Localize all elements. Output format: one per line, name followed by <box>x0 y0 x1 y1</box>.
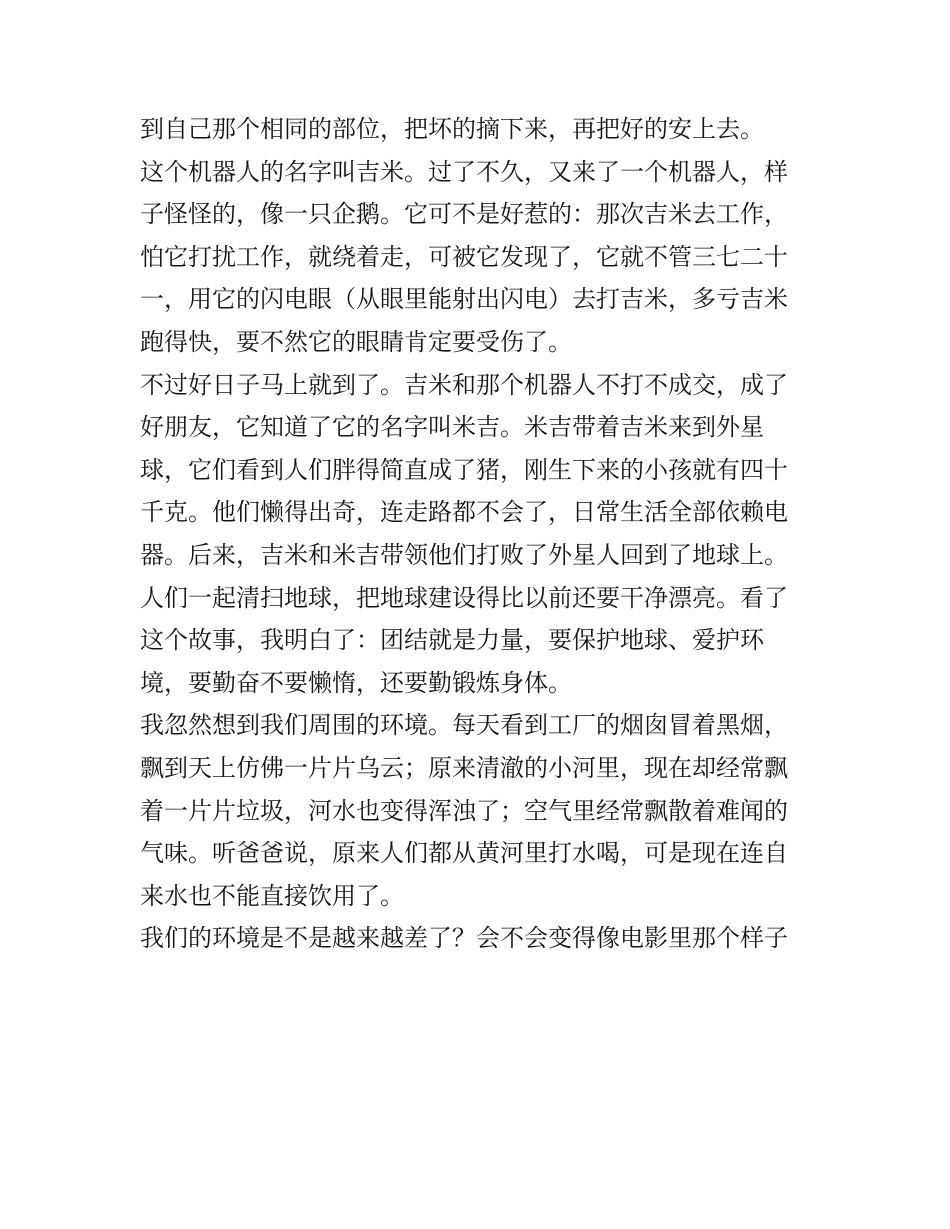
text-line: 这个故事，我明白了：团结就是力量，要保护地球、爱护环 <box>140 626 764 655</box>
text-line: 人们一起清扫地球，把地球建设得比以前还要干净漂亮。看了 <box>140 583 788 612</box>
text-line: 好朋友，它知道了它的名字叫米吉。米吉带着吉米来到外星 <box>140 413 764 442</box>
text-line: 不过好日子马上就到了。吉米和那个机器人不打不成交，成了 <box>140 370 788 399</box>
body-text <box>140 108 820 960</box>
text-line: 着一片片垃圾，河水也变得浑浊了；空气里经常飘散着难闻的 <box>140 796 788 825</box>
text-line: 怕它打扰工作，就绕着走，可被它发现了，它就不管三七二十 <box>140 242 788 271</box>
text-line: 一，用它的闪电眼（从眼里能射出闪电）去打吉米，多亏吉米 <box>140 285 788 314</box>
text-line: 子怪怪的，像一只企鹅。它可不是好惹的：那次吉米去工作， <box>140 200 788 229</box>
text-line: 器。后来，吉米和米吉带领他们打败了外星人回到了地球上。 <box>140 540 788 569</box>
text-line: 千克。他们懒得出奇，连走路都不会了，日常生活全部依赖电 <box>140 498 788 527</box>
text-line: 跑得快，要不然它的眼睛肯定要受伤了。 <box>140 327 572 356</box>
text-line: 来水也不能直接饮用了。 <box>140 881 404 910</box>
text-line: 我们的环境是不是越来越差了？会不会变得像电影里那个样子 <box>140 924 788 953</box>
text-line: 气味。听爸爸说，原来人们都从黄河里打水喝，可是现在连自 <box>140 839 788 868</box>
text-line: 到自己那个相同的部位，把坏的摘下来，再把好的安上去。 <box>140 115 764 143</box>
text-line: 我忽然想到我们周围的环境。每天看到工厂的烟囱冒着黑烟， <box>140 711 788 740</box>
text-line: 境，要勤奋不要懒惰，还要勤锻炼身体。 <box>140 668 572 697</box>
text-line: 球，它们看到人们胖得简直成了猪，刚生下来的小孩就有四十 <box>140 455 788 484</box>
text-line: 这个机器人的名字叫吉米。过了不久，又来了一个机器人，样 <box>140 157 788 186</box>
text-line: 飘到天上仿佛一片片乌云；原来清澈的小河里，现在却经常飘 <box>140 753 788 782</box>
